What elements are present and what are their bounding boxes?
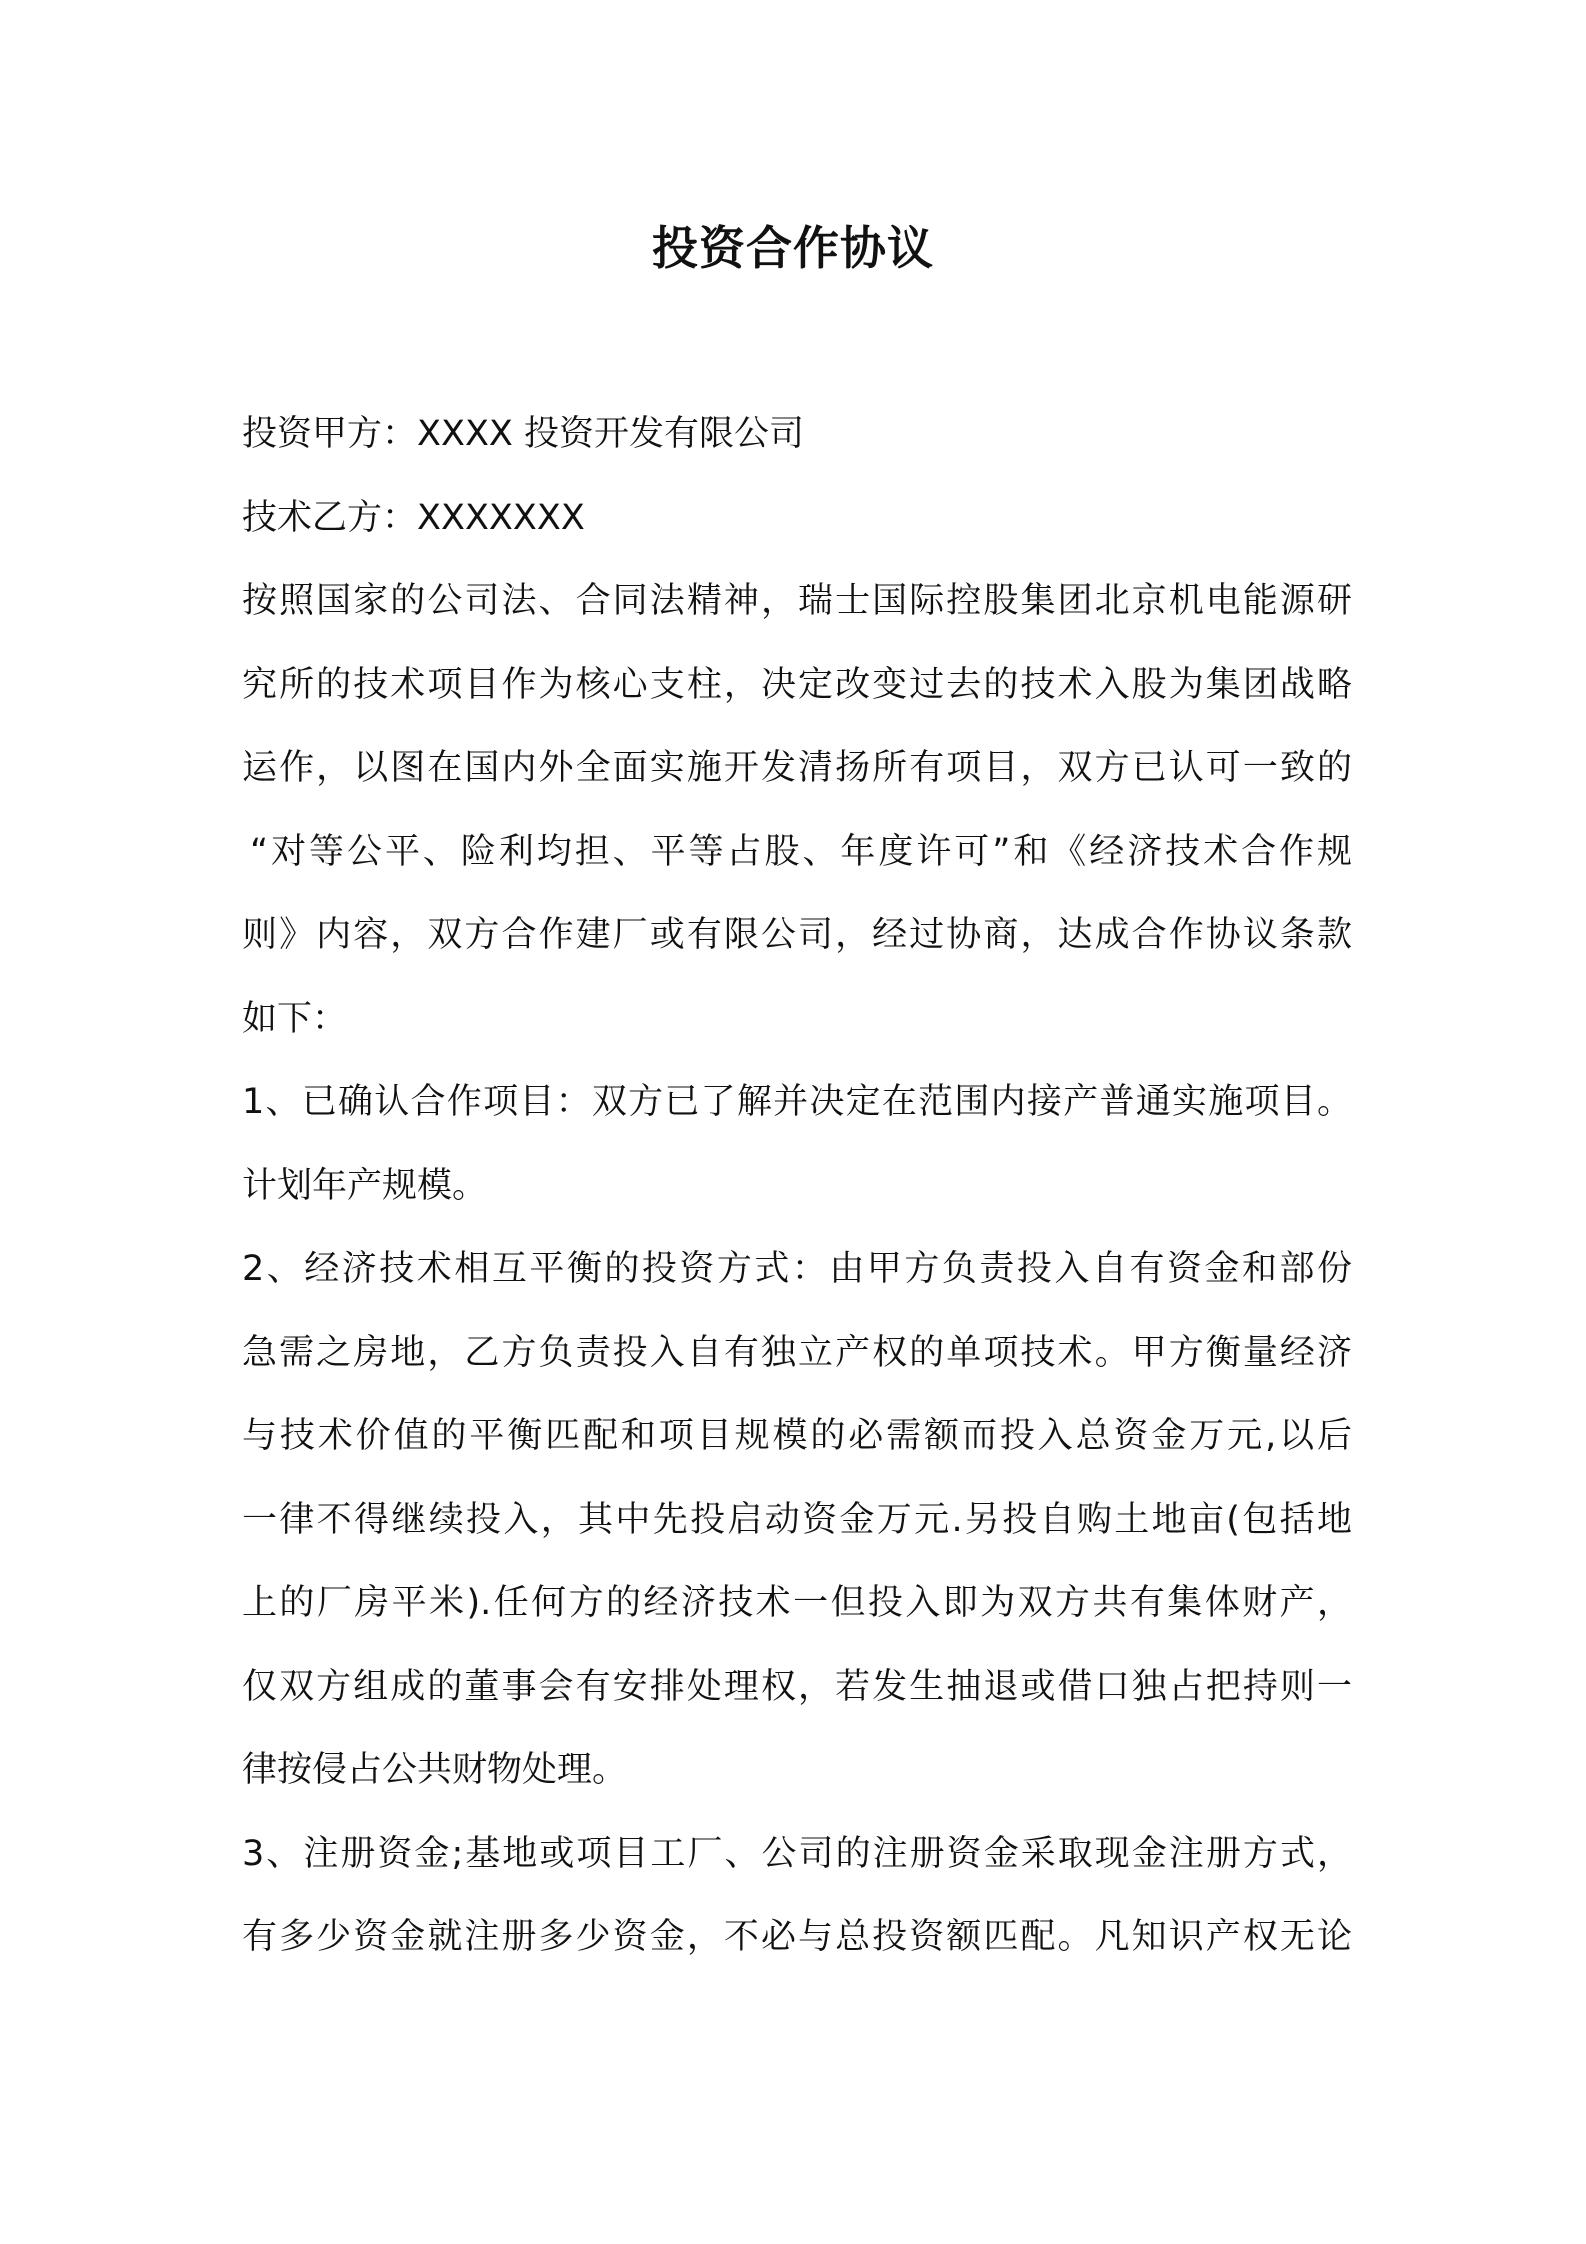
document-body: [242, 393, 1352, 1980]
preamble-line: 运作，以图在国内外全面实施开发清扬所有项目，双方已认可一致的: [242, 748, 1352, 788]
clause-2-line: 急需之房地，乙方负责投入自有独立产权的单项技术。甲方衡量经济: [242, 1332, 1352, 1373]
clause-2-line: 上的厂房平米).任何方的经济技术一但投入即为双方共有集体财产，: [242, 1583, 1352, 1623]
preamble-line: “对等公平、险利均担、平等占股、年度许可”和《经济技术合作规: [250, 831, 1352, 872]
clause-1-line: 计划年产规模。: [242, 1165, 488, 1206]
clause-2-line: 一律不得继续投入，其中先投启动资金万元.另投自购土地亩(包括地: [242, 1499, 1352, 1540]
clause-3-line: 3、注册资金;基地或项目工厂、公司的注册资金采取现金注册方式，: [242, 1833, 1352, 1874]
document-title: 投资合作协议: [652, 221, 934, 275]
preamble-line: 则》内容，双方合作建厂或有限公司，经过协商，达成合作协议条款: [242, 915, 1352, 955]
clause-2-line: 2、经济技术相互平衡的投资方式：由甲方负责投入自有资金和部份: [242, 1249, 1352, 1289]
clause-2-line: 律按侵占公共财物处理。: [242, 1750, 628, 1790]
party-a-line: 投资甲方：XXXX 投资开发有限公司: [242, 414, 805, 454]
party-b-line: 技术乙方：XXXXXXX: [242, 497, 585, 538]
preamble-line: 按照国家的公司法、合同法精神，瑞士国际控股集团北京机电能源研: [242, 581, 1352, 621]
clause-2-line: 与技术价值的平衡匹配和项目规模的必需额而投入总资金万元,以后: [242, 1416, 1352, 1456]
preamble-line: 究所的技术项目作为核心支柱，决定改变过去的技术入股为集团战略: [242, 664, 1352, 705]
clause-2-line: 仅双方组成的董事会有安排处理权，若发生抽退或借口独占把持则一: [242, 1666, 1352, 1707]
preamble-line: 如下：: [242, 998, 348, 1039]
clause-1-line: 1、已确认合作项目：双方已了解并决定在范围内接产普通实施项目。: [242, 1082, 1352, 1122]
clause-3-line: 有多少资金就注册多少资金，不必与总投资额匹配。凡知识产权无论: [242, 1917, 1352, 1957]
